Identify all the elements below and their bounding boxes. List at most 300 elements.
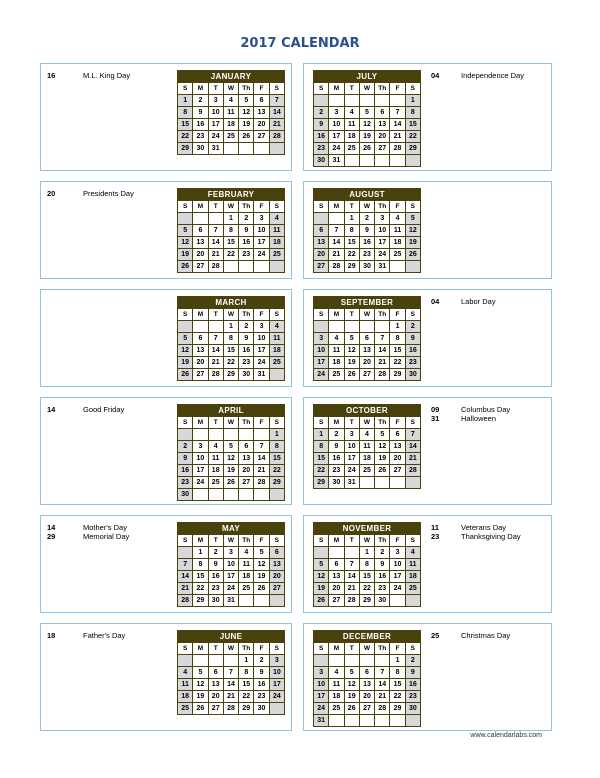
day-cell: 24 (390, 583, 405, 595)
day-cell: 16 (208, 571, 223, 583)
day-cell: 6 (329, 559, 344, 571)
empty-cell (239, 143, 254, 155)
day-cell: 24 (314, 703, 329, 715)
holiday-name: Thanksgiving Day (461, 532, 521, 541)
empty-cell (405, 477, 420, 489)
day-cell: 17 (344, 453, 359, 465)
day-cell: 14 (375, 679, 390, 691)
weekday-header: T (208, 535, 223, 547)
day-cell: 22 (223, 357, 238, 369)
holiday-name: Independence Day (461, 71, 524, 80)
day-cell: 29 (193, 595, 208, 607)
day-cell: 20 (359, 357, 374, 369)
day-cell: 6 (193, 333, 208, 345)
weekday-header: W (359, 417, 374, 429)
day-cell: 11 (344, 119, 359, 131)
day-cell: 25 (344, 143, 359, 155)
day-cell: 3 (223, 547, 238, 559)
weekday-header: W (359, 83, 374, 95)
weekday-header: S (178, 83, 193, 95)
day-cell: 23 (405, 357, 420, 369)
day-cell: 28 (375, 369, 390, 381)
day-cell: 12 (178, 345, 193, 357)
day-cell: 6 (375, 107, 390, 119)
day-cell: 26 (375, 465, 390, 477)
day-cell: 4 (390, 213, 405, 225)
empty-cell (223, 143, 238, 155)
weekday-header: F (390, 417, 405, 429)
day-cell: 16 (329, 453, 344, 465)
day-cell: 3 (314, 333, 329, 345)
weekday-header: S (405, 83, 420, 95)
empty-cell (254, 261, 269, 273)
day-cell: 18 (405, 571, 420, 583)
month-calendar-april (177, 404, 285, 501)
day-cell: 12 (314, 571, 329, 583)
day-cell: 23 (405, 691, 420, 703)
day-cell: 14 (329, 237, 344, 249)
day-cell: 30 (208, 595, 223, 607)
day-cell: 25 (405, 583, 420, 595)
weekday-header: S (405, 643, 420, 655)
day-cell: 14 (390, 119, 405, 131)
day-cell: 21 (375, 691, 390, 703)
day-cell: 4 (208, 441, 223, 453)
day-cell: 5 (193, 667, 208, 679)
day-cell: 28 (405, 465, 420, 477)
day-cell: 24 (375, 249, 390, 261)
weekday-header: Th (375, 535, 390, 547)
day-cell: 3 (329, 107, 344, 119)
day-cell: 14 (375, 345, 390, 357)
weekday-header: Th (375, 309, 390, 321)
holiday-name: Halloween (461, 414, 497, 423)
day-cell: 27 (390, 465, 405, 477)
day-cell: 1 (239, 655, 254, 667)
empty-cell (178, 655, 193, 667)
weekday-header: T (344, 643, 359, 655)
day-cell: 1 (223, 321, 238, 333)
empty-cell (314, 213, 329, 225)
day-cell: 8 (390, 333, 405, 345)
empty-cell (254, 143, 269, 155)
day-cell: 16 (178, 465, 193, 477)
holiday-date: 04 (431, 71, 440, 80)
holiday-item (47, 405, 124, 414)
weekday-header: F (254, 535, 269, 547)
weekday-header: T (344, 417, 359, 429)
weekday-header: S (405, 201, 420, 213)
day-cell: 7 (208, 333, 223, 345)
weekday-header: F (254, 201, 269, 213)
day-cell: 21 (178, 583, 193, 595)
day-cell: 15 (223, 345, 238, 357)
day-cell: 22 (269, 465, 284, 477)
day-cell: 15 (269, 453, 284, 465)
empty-cell (329, 95, 344, 107)
empty-cell (223, 489, 238, 501)
day-cell: 20 (359, 691, 374, 703)
day-cell: 8 (405, 107, 420, 119)
day-cell: 4 (269, 213, 284, 225)
month-panel-december (303, 623, 552, 731)
day-cell: 6 (359, 667, 374, 679)
empty-cell (223, 429, 238, 441)
empty-cell (254, 489, 269, 501)
day-cell: 16 (239, 345, 254, 357)
day-cell: 3 (314, 667, 329, 679)
day-cell: 21 (405, 453, 420, 465)
day-cell: 2 (254, 655, 269, 667)
day-cell: 30 (405, 703, 420, 715)
weekday-header: S (178, 535, 193, 547)
weekday-header: Th (239, 643, 254, 655)
day-cell: 6 (208, 667, 223, 679)
day-cell: 23 (239, 357, 254, 369)
month-panel-august (303, 181, 552, 279)
day-cell: 21 (329, 249, 344, 261)
day-cell: 19 (375, 453, 390, 465)
day-cell: 31 (375, 261, 390, 273)
day-cell: 2 (329, 429, 344, 441)
day-cell: 9 (375, 559, 390, 571)
weekday-header: M (193, 309, 208, 321)
day-cell: 30 (359, 261, 374, 273)
day-cell: 11 (359, 441, 374, 453)
day-cell: 10 (375, 225, 390, 237)
day-cell: 3 (254, 213, 269, 225)
day-cell: 12 (344, 345, 359, 357)
day-cell: 20 (239, 465, 254, 477)
empty-cell (344, 715, 359, 727)
day-cell: 26 (344, 369, 359, 381)
day-cell: 12 (178, 237, 193, 249)
day-cell: 1 (390, 655, 405, 667)
weekday-header: F (254, 643, 269, 655)
weekday-header: Th (239, 309, 254, 321)
day-cell: 12 (375, 441, 390, 453)
day-cell: 13 (314, 237, 329, 249)
day-cell: 7 (178, 559, 193, 571)
weekday-header: Th (375, 83, 390, 95)
empty-cell (208, 489, 223, 501)
day-cell: 23 (359, 249, 374, 261)
day-cell: 5 (178, 225, 193, 237)
empty-cell (269, 703, 284, 715)
holiday-date: 16 (47, 71, 56, 80)
weekday-header: W (223, 417, 238, 429)
day-cell: 3 (193, 441, 208, 453)
day-cell: 10 (208, 107, 223, 119)
day-cell: 4 (344, 107, 359, 119)
day-cell: 26 (254, 583, 269, 595)
day-cell: 15 (390, 345, 405, 357)
weekday-header: W (223, 309, 238, 321)
day-cell: 24 (254, 249, 269, 261)
month-panel-september (303, 289, 552, 387)
holiday-date: 23 (431, 532, 440, 541)
day-cell: 18 (329, 357, 344, 369)
day-cell: 16 (314, 131, 329, 143)
day-cell: 20 (269, 571, 284, 583)
month-panel-november (303, 515, 552, 613)
month-panel-april (40, 397, 292, 505)
holiday-name: Veterans Day (461, 523, 507, 532)
weekday-header: T (344, 309, 359, 321)
day-cell: 11 (269, 333, 284, 345)
day-cell: 23 (239, 249, 254, 261)
day-cell: 20 (375, 131, 390, 143)
day-cell: 1 (193, 547, 208, 559)
empty-cell (344, 95, 359, 107)
day-cell: 18 (390, 237, 405, 249)
weekday-header: S (269, 643, 284, 655)
day-cell: 10 (269, 667, 284, 679)
day-cell: 18 (344, 131, 359, 143)
weekday-header: W (359, 201, 374, 213)
empty-cell (375, 715, 390, 727)
empty-cell (314, 655, 329, 667)
month-name: AUGUST (314, 189, 421, 201)
footer-url: www.calendarlabs.com (470, 732, 542, 739)
empty-cell (178, 321, 193, 333)
month-name: JUNE (178, 631, 285, 643)
day-cell: 25 (178, 703, 193, 715)
day-cell: 29 (359, 595, 374, 607)
day-cell: 23 (375, 583, 390, 595)
empty-cell (314, 95, 329, 107)
month-panel-october (303, 397, 552, 505)
day-cell: 11 (405, 559, 420, 571)
day-cell: 11 (239, 559, 254, 571)
weekday-header: S (178, 417, 193, 429)
empty-cell (178, 429, 193, 441)
day-cell: 17 (375, 237, 390, 249)
day-cell: 1 (223, 213, 238, 225)
day-cell: 17 (314, 691, 329, 703)
day-cell: 29 (344, 261, 359, 273)
day-cell: 9 (193, 107, 208, 119)
day-cell: 2 (405, 655, 420, 667)
empty-cell (254, 595, 269, 607)
day-cell: 4 (223, 95, 238, 107)
day-cell: 16 (405, 679, 420, 691)
day-cell: 17 (269, 679, 284, 691)
holiday-item (47, 189, 134, 198)
month-calendar-may (177, 522, 285, 607)
empty-cell (193, 321, 208, 333)
empty-cell (208, 213, 223, 225)
day-cell: 15 (178, 119, 193, 131)
day-cell: 22 (344, 249, 359, 261)
holiday-item (47, 523, 129, 532)
day-cell: 27 (254, 131, 269, 143)
weekday-header: Th (375, 643, 390, 655)
day-cell: 18 (178, 691, 193, 703)
empty-cell (405, 261, 420, 273)
day-cell: 25 (239, 583, 254, 595)
day-cell: 11 (208, 453, 223, 465)
day-cell: 5 (178, 333, 193, 345)
weekday-header: Th (239, 201, 254, 213)
day-cell: 14 (254, 453, 269, 465)
weekday-header: F (390, 201, 405, 213)
day-cell: 10 (254, 225, 269, 237)
empty-cell (329, 321, 344, 333)
holiday-item (47, 71, 130, 80)
empty-cell (239, 595, 254, 607)
month-name: MARCH (178, 297, 285, 309)
day-cell: 10 (329, 119, 344, 131)
day-cell: 20 (390, 453, 405, 465)
holiday-date: 25 (431, 631, 440, 640)
weekday-header: W (223, 535, 238, 547)
month-name: OCTOBER (314, 405, 421, 417)
day-cell: 6 (239, 441, 254, 453)
empty-cell (239, 489, 254, 501)
day-cell: 20 (193, 249, 208, 261)
weekday-header: S (405, 417, 420, 429)
empty-cell (223, 261, 238, 273)
day-cell: 27 (314, 261, 329, 273)
day-cell: 26 (223, 477, 238, 489)
empty-cell (239, 429, 254, 441)
weekday-header: M (193, 643, 208, 655)
day-cell: 21 (208, 357, 223, 369)
weekday-header: W (359, 643, 374, 655)
weekday-header: W (223, 83, 238, 95)
day-cell: 29 (178, 143, 193, 155)
empty-cell (390, 595, 405, 607)
empty-cell (208, 429, 223, 441)
month-panel-january (40, 63, 292, 171)
day-cell: 31 (254, 369, 269, 381)
day-cell: 8 (390, 667, 405, 679)
day-cell: 7 (269, 95, 284, 107)
day-cell: 13 (208, 679, 223, 691)
day-cell: 23 (178, 477, 193, 489)
empty-cell (359, 655, 374, 667)
day-cell: 19 (254, 571, 269, 583)
day-cell: 29 (405, 143, 420, 155)
day-cell: 6 (390, 429, 405, 441)
empty-cell (344, 321, 359, 333)
day-cell: 13 (254, 107, 269, 119)
empty-cell (405, 715, 420, 727)
day-cell: 14 (405, 441, 420, 453)
weekday-header: M (329, 643, 344, 655)
weekday-header: T (344, 201, 359, 213)
holiday-item (431, 523, 521, 532)
holiday-date: 20 (47, 189, 56, 198)
weekday-header: S (314, 309, 329, 321)
empty-cell (239, 261, 254, 273)
day-cell: 4 (239, 547, 254, 559)
day-cell: 2 (208, 547, 223, 559)
day-cell: 6 (359, 333, 374, 345)
month-panel-february (40, 181, 292, 279)
holiday-date: 18 (47, 631, 56, 640)
weekday-header: W (223, 643, 238, 655)
day-cell: 17 (193, 465, 208, 477)
day-cell: 17 (254, 237, 269, 249)
empty-cell (269, 369, 284, 381)
day-cell: 2 (375, 547, 390, 559)
day-cell: 28 (390, 143, 405, 155)
day-cell: 21 (269, 119, 284, 131)
day-cell: 13 (193, 237, 208, 249)
month-calendar-december (313, 630, 421, 727)
holiday-item (431, 414, 510, 423)
day-cell: 9 (239, 333, 254, 345)
day-cell: 9 (405, 333, 420, 345)
day-cell: 16 (359, 237, 374, 249)
day-cell: 19 (405, 237, 420, 249)
empty-cell (208, 655, 223, 667)
day-cell: 22 (193, 583, 208, 595)
day-cell: 30 (314, 155, 329, 167)
day-cell: 22 (314, 465, 329, 477)
day-cell: 29 (223, 369, 238, 381)
day-cell: 7 (254, 441, 269, 453)
day-cell: 20 (254, 119, 269, 131)
month-calendar-october (313, 404, 421, 489)
day-cell: 18 (329, 691, 344, 703)
month-calendar-june (177, 630, 285, 715)
day-cell: 25 (390, 249, 405, 261)
day-cell: 27 (329, 595, 344, 607)
day-cell: 27 (193, 369, 208, 381)
day-cell: 26 (239, 131, 254, 143)
day-cell: 28 (344, 595, 359, 607)
month-calendar-march (177, 296, 285, 381)
day-cell: 9 (239, 225, 254, 237)
day-cell: 4 (329, 667, 344, 679)
empty-cell (329, 715, 344, 727)
day-cell: 5 (344, 333, 359, 345)
weekday-header: M (329, 535, 344, 547)
weekday-header: F (254, 309, 269, 321)
weekday-header: Th (239, 417, 254, 429)
empty-cell (269, 595, 284, 607)
day-cell: 11 (223, 107, 238, 119)
day-cell: 8 (193, 559, 208, 571)
day-cell: 31 (208, 143, 223, 155)
weekday-header: S (314, 83, 329, 95)
day-cell: 23 (193, 131, 208, 143)
weekday-header: T (208, 83, 223, 95)
day-cell: 17 (314, 357, 329, 369)
empty-cell (269, 489, 284, 501)
holiday-date: 31 (431, 414, 440, 423)
weekday-header: S (269, 535, 284, 547)
weekday-header: S (269, 309, 284, 321)
day-cell: 15 (359, 571, 374, 583)
day-cell: 9 (329, 441, 344, 453)
day-cell: 18 (208, 465, 223, 477)
month-calendar-february (177, 188, 285, 273)
month-panel-march (40, 289, 292, 387)
holiday-item (47, 631, 125, 640)
day-cell: 10 (254, 333, 269, 345)
weekday-header: F (254, 83, 269, 95)
day-cell: 14 (344, 571, 359, 583)
empty-cell (359, 95, 374, 107)
day-cell: 27 (375, 143, 390, 155)
month-calendar-july (313, 70, 421, 167)
day-cell: 27 (359, 703, 374, 715)
day-cell: 24 (193, 477, 208, 489)
